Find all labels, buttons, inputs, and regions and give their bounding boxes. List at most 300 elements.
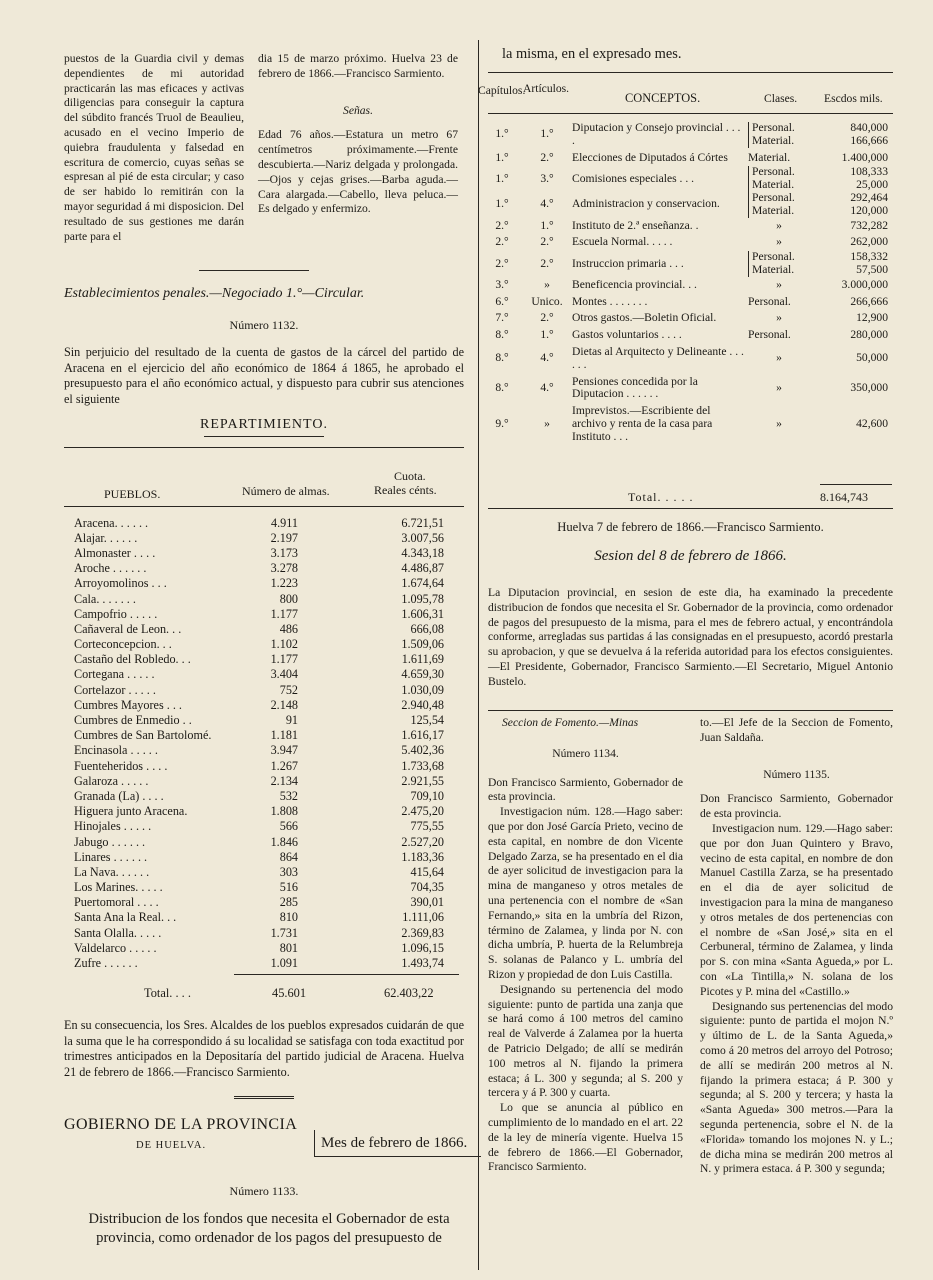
conceptos-top-rule — [488, 72, 893, 73]
table-row — [480, 294, 888, 311]
clase-label: Personal. — [752, 165, 795, 179]
pueblo-almas: 3.278 — [270, 561, 298, 576]
clases-cell — [748, 166, 810, 192]
clase-label: Personal. — [752, 121, 795, 134]
concepto: Montes . . . . . . . — [572, 294, 648, 308]
articulo: 1.° — [540, 218, 554, 232]
pueblo-cuota: 2.475,20 — [401, 804, 444, 819]
concepto: Imprevistos.—Escribiente del archivo y renta de la casa para Instituto . . . — [572, 404, 713, 443]
capitulo: 2.° — [495, 218, 509, 232]
escudos-value: 158,332 — [850, 250, 888, 264]
pueblo-name: Santa Olalla. . . . . — [74, 925, 162, 940]
table-row — [74, 620, 444, 635]
header-capitulos: Capítulos. — [478, 84, 526, 97]
pueblo-name: La Nava. . . . . . — [74, 864, 150, 879]
capitulo: 1.° — [495, 171, 509, 185]
pueblo-cuota: 1.183,36 — [401, 849, 444, 864]
table-row — [74, 696, 444, 711]
articulo: 2.° — [540, 235, 554, 249]
escudos-cell — [810, 277, 888, 294]
pueblo-almas: 3.173 — [270, 545, 298, 560]
table-row — [74, 772, 444, 787]
escudos-cell — [810, 234, 888, 251]
clases-cell — [748, 277, 810, 294]
escudos-value: 350,000 — [850, 380, 888, 394]
conceptos-table — [480, 120, 888, 446]
paragraph-1134-d: Lo que se anuncia al público en cumplimiento de lo mandado en el art. 22 de la ley de minería vigente. Huelva 15 de febrero de 1866.—El Gobernador, Francisco Sarmiento. — [488, 1101, 683, 1174]
pueblo-almas: 2.134 — [270, 773, 298, 788]
table-header-rule — [64, 506, 464, 507]
pueblo-almas: 2.197 — [270, 530, 298, 545]
pueblo-name: Los Marines. . . . . — [74, 880, 163, 895]
pueblo-cuota: 1.030,09 — [401, 682, 444, 697]
numero-1134: Número 1134. — [552, 746, 619, 760]
pueblo-name: Corteconcepcion. . . — [74, 637, 172, 652]
repartimiento-rule — [204, 436, 324, 437]
articulo: 2.° — [540, 150, 554, 164]
table-row — [74, 651, 444, 666]
pueblo-cuota: 709,10 — [410, 788, 444, 803]
table-row — [74, 666, 444, 681]
header-reales: Reales cénts. — [374, 483, 437, 497]
table-row — [74, 514, 444, 529]
articulo: 1.° — [540, 328, 554, 342]
pueblo-name: Alajar. . . . . . — [74, 530, 138, 545]
escudos-value: 25,000 — [856, 178, 888, 192]
pueblo-name: Cañaveral de Leon. . . — [74, 621, 182, 636]
clase-label: Material. — [752, 178, 795, 192]
pueblo-name: Campofrio . . . . . — [74, 606, 158, 621]
table-row — [480, 166, 888, 192]
header-clases: Clases. — [764, 92, 798, 105]
conceptos-header-rule — [488, 113, 893, 114]
escudos-cell — [810, 294, 888, 311]
fomento-subcolumn-a — [488, 716, 683, 1175]
paragraph-1135-c: Designando sus pertenencias del modo siguiente: punto de partida el mojon N.º y último de L. de la Santa Agueda,» como á 20 metros del arroyo del Potroso; de allí se medirán 200 metros al N. fijando la primera estaca; á P. 300 y segunda; al S. 200 y tercera; y hasta la «Santa Agueda» 300 metros.—Para la segunda pertenencia, sobre el N. de la «Florida» tomando los mojones N. y L.; de dicha mina se medirán 200 metros al N. y primera estaca. á P. 300 y segunda; — [700, 999, 893, 1176]
concepto: Gastos voluntarios . . . . — [572, 328, 682, 342]
senas-text: Edad 76 años.—Estatura un metro 67 centímetros próximamente.—Frente descubierta.—Nariz delgada y prolongada.—Ojos y cejas grises.—Barba aguda.—Cara alargada.—Cabello, lleva peluca.—Es delgado y enfermizo. — [258, 128, 458, 216]
escudos-value: 840,000 — [850, 121, 888, 134]
capitulo: 8.° — [495, 328, 509, 342]
table-row — [480, 327, 888, 344]
clase-label: Material. — [752, 133, 795, 147]
table-row — [480, 234, 888, 251]
pueblo-almas: 1.223 — [270, 576, 298, 591]
concepto: Instruccion primaria . . . — [572, 256, 684, 270]
pueblo-cuota: 2.527,20 — [401, 834, 444, 849]
pueblo-name: Almonaster . . . . — [74, 545, 156, 560]
table-row — [74, 909, 444, 924]
escudos-cell — [810, 218, 888, 235]
concepto: Beneficencia provincial. . . — [572, 277, 697, 291]
pueblo-almas: 864 — [279, 849, 298, 864]
table-row — [74, 939, 444, 954]
conceptos-total-value: 8.164,743 — [820, 490, 868, 504]
numero-1135: Número 1135. — [763, 767, 830, 781]
pueblo-cuota: 2.921,55 — [401, 773, 444, 788]
jefe-line: to.—El Jefe de la Seccion de Fomento, Juan Saldaña. — [700, 716, 893, 744]
pueblo-cuota: 1.611,69 — [401, 652, 444, 667]
pueblo-almas: 1.177 — [270, 606, 298, 621]
articulo: » — [544, 416, 550, 430]
header-pueblos: PUEBLOS. — [104, 487, 161, 501]
concepto: Escuela Normal. . . . . — [572, 235, 673, 249]
pueblo-almas: 3.947 — [270, 743, 298, 758]
table-row — [480, 120, 888, 150]
pueblo-almas: 810 — [279, 910, 298, 925]
table-row — [74, 575, 444, 590]
clase-label: Personal. — [748, 328, 791, 342]
top-line: la misma, en el expresado mes. — [502, 46, 682, 62]
pueblo-almas: 1.177 — [270, 652, 298, 667]
header-cuota: Cuota. — [394, 469, 426, 483]
numero-1133: Número 1133. — [229, 1184, 299, 1198]
pueblo-almas: 4.911 — [271, 515, 298, 530]
articulo: 4.° — [540, 351, 554, 365]
pueblo-cuota: 1.111,06 — [402, 910, 444, 925]
gobierno-subtitle: DE HUELVA. — [136, 1140, 207, 1151]
table-row — [480, 150, 888, 167]
pueblo-cuota: 1.733,68 — [401, 758, 444, 773]
table-top-rule — [64, 447, 464, 448]
table-row — [74, 681, 444, 696]
table-row — [480, 192, 888, 218]
table-bottom-rule — [234, 974, 459, 975]
table-row — [74, 787, 444, 802]
escudos-value: 292,464 — [850, 190, 888, 204]
conceptos-header — [478, 78, 893, 114]
escudos-value: 50,000 — [856, 351, 888, 365]
pueblo-cuota: 1.616,17 — [401, 728, 444, 743]
clase-label: » — [776, 218, 782, 232]
clase-label: » — [776, 235, 782, 249]
clase-label: Material. — [752, 203, 795, 217]
clases-cell — [748, 344, 810, 374]
capitulo: 9.° — [495, 416, 509, 430]
capitulo: 6.° — [495, 294, 509, 308]
paragraph-1134-c: Designando su pertenencia del modo siguiente: punto de partida una zanja que se hará como á 100 metros del camino real de Valverde á Zalamea por la huerta de Patricio Delgado; de allí se medirán 100 metros al N. fijando la primera estaca; á L. 300 y segunda; al S. 200 y tercera y á P. 300 y cuarta. — [488, 982, 683, 1100]
numero-1132: Número 1132. — [229, 318, 299, 332]
table-row — [74, 879, 444, 894]
articulo: 2.° — [540, 256, 554, 270]
pueblo-cuota: 1.493,74 — [401, 956, 444, 971]
pueblo-cuota: 1.674,64 — [401, 576, 444, 591]
escudos-cell — [810, 120, 888, 150]
pueblo-name: Hinojales . . . . . — [74, 819, 152, 834]
clase-label: » — [776, 311, 782, 325]
pueblo-almas: 1.808 — [270, 804, 298, 819]
header-almas: Número de almas. — [242, 484, 330, 498]
concepto: Instituto de 2.ª enseñanza. . — [572, 218, 699, 232]
table-row — [74, 848, 444, 863]
mes-box — [314, 1130, 481, 1157]
capitulo: 1.° — [495, 127, 509, 141]
clase-label: Personal. — [748, 294, 791, 308]
capitulo: 1.° — [495, 150, 509, 164]
column-divider — [478, 40, 479, 1270]
seccion-fomento: Seccion de Fomento.—Minas — [502, 716, 639, 729]
escudos-cell — [810, 310, 888, 327]
pueblo-cuota: 1.095,78 — [401, 591, 444, 606]
fomento-subcolumn-b — [700, 716, 893, 1177]
pueblo-cuota: 1.096,15 — [401, 940, 444, 955]
articulo: 1.° — [540, 127, 554, 141]
pueblo-name: Puertomoral . . . . — [74, 895, 159, 910]
escudos-cell — [810, 374, 888, 404]
clase-label: » — [776, 277, 782, 291]
pueblo-name: Cala. . . . . . . — [74, 591, 136, 606]
table-row — [74, 590, 444, 605]
table-row — [74, 833, 444, 848]
mes-label: Mes de febrero de 1866. — [321, 1135, 468, 1151]
escudos-cell — [810, 327, 888, 344]
total-label: Total. . . . — [144, 986, 191, 1000]
pueblo-cuota: 2.940,48 — [401, 697, 444, 712]
pueblo-name: Cumbres Mayores . . . — [74, 697, 182, 712]
pueblo-almas: 2.148 — [270, 697, 298, 712]
table-row — [74, 529, 444, 544]
escudos-value: 262,000 — [850, 235, 888, 249]
pueblo-name: Aracena. . . . . . — [74, 515, 149, 530]
escudos-value: 42,600 — [856, 416, 888, 430]
escudos-cell — [810, 251, 888, 277]
concepto: Pensiones concedida por la Diputacion . . . . . . — [572, 374, 698, 401]
concepto: Elecciones de Diputados á Córtes — [572, 150, 728, 164]
table-row — [74, 560, 444, 575]
pueblo-name: Encinasola . . . . . — [74, 743, 158, 758]
pueblo-cuota: 775,55 — [410, 819, 444, 834]
table-row — [480, 310, 888, 327]
paragraph-1135-b: Investigacion num. 129.—Hago saber: que por don Juan Quintero y Bravo, vecino de esta capital, en nombre de don Manuel Castilla Zarza, se ha presentado en el dia de ayer solicitud de investigacion para la mina de manganeso y otros metales de dos pertenencias con el nombre de «San José,» sita en el Cerbuneral, término de Zalamea, y linda por S. con mina «Santa Agueda,» por L. con «La Tintilla,» N. solana de los Picotes y P. mina del «Castillo.» — [700, 821, 893, 998]
articulo: 2.° — [540, 311, 554, 325]
clases-cell — [748, 251, 810, 277]
table-row — [480, 374, 888, 404]
table-row — [480, 218, 888, 235]
header-articulos: Artículos. — [523, 82, 570, 95]
sesion-title: Sesion del 8 de febrero de 1866. — [594, 548, 787, 564]
escudos-cell — [810, 403, 888, 445]
table-row — [74, 727, 444, 742]
consecuencia-paragraph: En su consecuencia, los Sres. Alcaldes de los pueblos expresados cuidarán de que la suma que le ha correspondido á su localidad se satisfaga con toda exactitud por trimestres anticipados en la Depositaría del partido judicial de Aracena. Huelva 21 de febrero de 1866.—Francisco Sarmiento. — [64, 1018, 464, 1079]
separator-rule — [199, 270, 309, 271]
table-header — [64, 460, 464, 508]
clases-cell — [748, 234, 810, 251]
capitulo: 8.° — [495, 351, 509, 365]
clases-cell — [748, 150, 810, 167]
pueblo-cuota: 4.659,30 — [401, 667, 444, 682]
pueblo-cuota: 390,01 — [410, 895, 444, 910]
pueblo-name: Cumbres de San Bartolomé. — [74, 728, 212, 743]
conceptos-total-label: Total. . . . . — [628, 490, 694, 504]
pueblo-cuota: 6.721,51 — [401, 515, 444, 530]
total-cuota: 62.403,22 — [384, 986, 434, 1000]
table-row — [74, 924, 444, 939]
table-row — [74, 894, 444, 909]
escudos-value: 280,000 — [850, 328, 888, 342]
articulo: 4.° — [540, 380, 554, 394]
circular-text-a: puestos de la Guardia civil y demas dependientes de mi autoridad practicarán las mas eficaces y activas diligencias para conseguir la captura del súbdito francés Truol de Beaulieu, acusado en el vecino Imperio de quiebra fraudulenta y falsedad en escritura de comercio, cuyas señas se espresan al pié de esta circular; y caso de ser habido lo remitirán con la mayor seguridad á mi disposicion. Del resultado de sus gestiones me darán parte para el — [64, 52, 244, 243]
pueblo-almas: 3.404 — [270, 667, 298, 682]
conceptos-total-rule — [820, 484, 892, 485]
pueblo-cuota: 125,54 — [410, 713, 444, 728]
concepto: Comisiones especiales . . . — [572, 171, 695, 185]
distribucion-heading: Distribucion de los fondos que necesita el Gobernador de esta provincia, como ordenador de los pagos del presupuesto de — [88, 1211, 450, 1246]
pueblo-cuota: 666,08 — [410, 621, 444, 636]
table-row — [480, 403, 888, 445]
clases-cell — [748, 403, 810, 445]
repartimiento-title: REPARTIMIENTO. — [200, 417, 328, 432]
escudos-value: 12,900 — [856, 311, 888, 325]
pueblo-name: Santa Ana la Real. . . — [74, 910, 177, 925]
pueblo-cuota: 1.606,31 — [401, 606, 444, 621]
escudos-value: 266,666 — [850, 294, 888, 308]
escudos-value: 1.400,000 — [841, 150, 888, 164]
pueblo-cuota: 3.007,56 — [401, 530, 444, 545]
table-row — [480, 344, 888, 374]
huelva-line: Huelva 7 de febrero de 1866.—Francisco Sarmiento. — [557, 520, 824, 534]
clases-cell — [748, 327, 810, 344]
top-subcolumn-a — [64, 52, 244, 244]
escudos-cell — [810, 192, 888, 218]
capitulo: 8.° — [495, 380, 509, 394]
pueblo-name: Arroyomolinos . . . — [74, 576, 167, 591]
articulo: » — [544, 277, 550, 291]
capitulo: 3.° — [495, 277, 509, 291]
fomento-top-rule — [488, 710, 893, 711]
pueblo-name: Zufre . . . . . . — [74, 956, 138, 971]
table-row — [74, 636, 444, 651]
senas-title: Señas. — [343, 103, 373, 117]
sesion-text: La Diputacion provincial, en sesion de este dia, ha examinado la precedente distribucion de fondos que necesita el Sr. Gobernador de la provincia, como ordenador de pagos del presupuesto de la misma, para el mes de febrero actual, y encontrándola conforme, arregladas sus partidas á las consignadas en el presupuesto, acordó prestarla su aprobacion, y que se devuelva á la referida autoridad para los efectos consiguientes.—El Presidente, Gobernador, Francisco Sarmiento.—El Secretario, Miguel Antonio Bustelo. — [488, 586, 893, 688]
clase-label: Material. — [752, 262, 795, 276]
pueblo-cuota: 2.369,83 — [401, 925, 444, 940]
gobierno-title: GOBIERNO DE LA PROVINCIA — [64, 1116, 298, 1133]
pueblo-almas: 1.181 — [270, 728, 298, 743]
clases-cell — [748, 374, 810, 404]
pueblo-name: Valdelarco . . . . . — [74, 940, 157, 955]
pueblo-almas: 1.267 — [270, 758, 298, 773]
escudos-value: 57,500 — [856, 262, 888, 276]
escudos-value: 166,666 — [850, 133, 888, 147]
table-row — [480, 277, 888, 294]
pueblo-almas: 752 — [279, 682, 298, 697]
header-escudos: Escdos mils. — [824, 92, 883, 105]
escudos-cell — [810, 150, 888, 167]
table-row — [480, 251, 888, 277]
pueblo-cuota: 5.402,36 — [401, 743, 444, 758]
pueblo-almas: 801 — [279, 940, 298, 955]
pueblo-cuota: 4.486,87 — [401, 561, 444, 576]
capitulo: 1.° — [495, 197, 509, 211]
pueblo-almas: 1.846 — [270, 834, 298, 849]
pueblo-name: Linares . . . . . . — [74, 849, 148, 864]
escudos-cell — [810, 166, 888, 192]
total-almas: 45.601 — [272, 986, 307, 1000]
clases-cell — [748, 120, 810, 150]
pueblo-cuota: 415,64 — [410, 864, 444, 879]
header-conceptos: CONCEPTOS. — [625, 91, 701, 105]
pueblo-almas: 800 — [279, 591, 298, 606]
pueblo-name: Fuenteheridos . . . . — [74, 758, 168, 773]
escudos-value: 3.000,000 — [841, 277, 888, 291]
pueblo-cuota: 4.343,18 — [401, 545, 444, 560]
clase-label: Personal. — [752, 190, 795, 204]
conceptos-bottom-rule — [488, 508, 893, 509]
table-row — [74, 757, 444, 772]
circular-text-b: dia 15 de marzo próximo. Huelva 23 de febrero de 1866.—Francisco Sarmiento. — [258, 52, 458, 80]
articulo: 4.° — [540, 197, 554, 211]
clases-cell — [748, 192, 810, 218]
clase-label: Personal. — [752, 250, 795, 264]
pueblo-almas: 285 — [279, 895, 298, 910]
ornament-rule — [234, 1096, 294, 1099]
clases-cell — [748, 294, 810, 311]
pueblo-almas: 303 — [279, 864, 298, 879]
concepto: Diputacion y Consejo provincial . . . . — [572, 121, 741, 147]
concepto: Dietas al Arquitecto y Delineante . . . . . . — [572, 344, 744, 371]
pueblo-almas: 91 — [285, 713, 298, 728]
pueblo-almas: 1.102 — [270, 637, 298, 652]
paragraph-1132: Sin perjuicio del resultado de la cuenta de gastos de la cárcel del partido de Aracena en el ejercicio del año económico de 1864 á 1865, he aprobado el presupuesto para el año económico actual, y dispuesto para cubrir sus atenciones el siguiente — [64, 345, 464, 406]
pueblo-cuota: 704,35 — [410, 880, 444, 895]
pueblo-name: Cumbres de Enmedio . . — [74, 713, 192, 728]
escudos-cell — [810, 344, 888, 374]
table-row — [74, 863, 444, 878]
articulo: Unico. — [531, 294, 563, 308]
pueblo-almas: 486 — [279, 621, 298, 636]
escudos-value: 732,282 — [850, 218, 888, 232]
paragraph-1134-b: Investigacion núm. 128.—Hago saber: que por don José García Prieto, vecino de esta capital, en nombre de don Vicente Delgado Zarza, se ha presentado en el dia de ayer solicitud de investigacion para la mina de manganeso y otros metales de una pertenencia con el nombre de «San Fernando,» sita en la umbría del Rizon, término de Zalamea, y linda por N. con dicha umbría, P. huerta de la Relumbreja S. solanas de Palanco y L. umbría del Rizon y propiedad de don Luis Castilla. — [488, 805, 683, 981]
concepto: Otros gastos.—Boletin Oficial. — [572, 311, 717, 325]
articulo: 3.° — [540, 171, 554, 185]
pueblo-almas: 1.731 — [270, 925, 298, 940]
pueblo-name: Cortelazor . . . . . — [74, 682, 156, 697]
escudos-value: 120,000 — [850, 203, 888, 217]
escudos-value: 108,333 — [850, 165, 888, 179]
clase-label: » — [776, 416, 782, 430]
top-subcolumn-b — [258, 52, 458, 217]
table-row — [74, 711, 444, 726]
capitulo: 2.° — [495, 256, 509, 270]
pueblo-almas: 566 — [279, 819, 298, 834]
paragraph-1135-a: Don Francisco Sarmiento, Gobernador de esta provincia. — [700, 792, 893, 821]
table-row — [74, 742, 444, 757]
pueblo-cuota: 1.509,06 — [401, 637, 444, 652]
pueblo-name: Granada (La) . . . . — [74, 788, 164, 803]
pueblo-almas: 1.091 — [270, 956, 298, 971]
pueblo-almas: 516 — [279, 880, 298, 895]
clase-label: » — [776, 380, 782, 394]
table-row — [74, 605, 444, 620]
pueblo-name: Galaroza . . . . . — [74, 773, 149, 788]
pueblo-almas: 532 — [279, 788, 298, 803]
concepto: Administracion y conservacion. — [572, 197, 720, 211]
pueblo-name: Cortegana . . . . . — [74, 667, 155, 682]
clase-label: » — [776, 351, 782, 365]
capitulo: 2.° — [495, 235, 509, 249]
pueblo-name: Aroche . . . . . . — [74, 561, 147, 576]
clases-cell — [748, 218, 810, 235]
capitulo: 7.° — [495, 311, 509, 325]
pueblo-name: Jabugo . . . . . . — [74, 834, 146, 849]
table-row — [74, 818, 444, 833]
paragraph-1134-a: Don Francisco Sarmiento, Gobernador de esta provincia. — [488, 775, 683, 804]
repartimiento-table — [74, 514, 444, 970]
clase-label: Material. — [748, 150, 791, 164]
pueblo-name: Higuera junto Aracena. — [74, 804, 188, 819]
table-row — [74, 803, 444, 818]
clases-cell — [748, 310, 810, 327]
